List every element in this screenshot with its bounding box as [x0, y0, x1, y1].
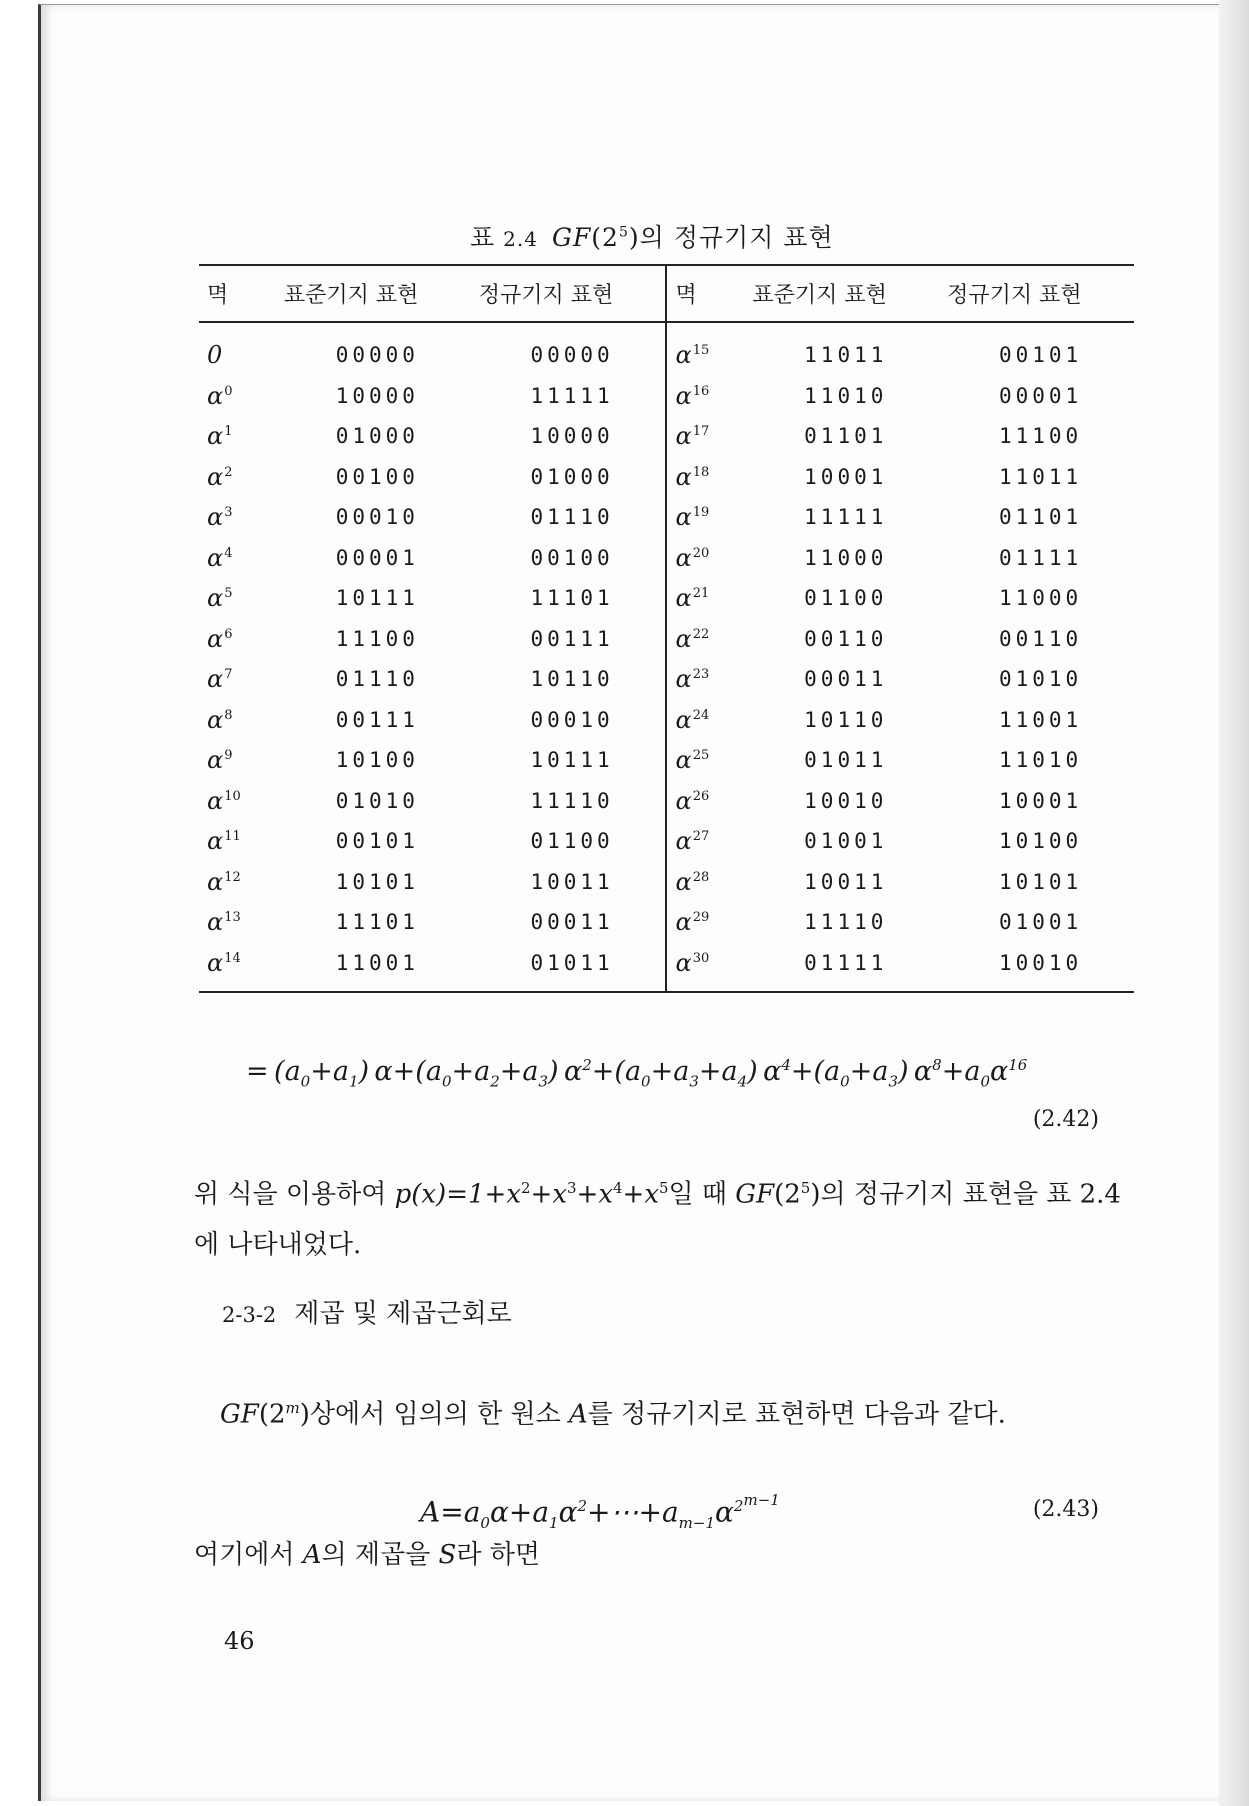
standard-cell-left: 01010 [335, 788, 419, 813]
normal-cell-right: 11011 [998, 464, 1083, 489]
standard-cell-right: 10110 [804, 707, 888, 732]
standard-cell-left: 00100 [335, 464, 419, 489]
table-row [199, 821, 1134, 862]
table-row [199, 376, 1134, 417]
standard-cell-left: 10100 [335, 748, 419, 773]
power-cell-right: $\alpha^{16}$ [666, 376, 744, 417]
normal-cell-right: 10101 [998, 869, 1083, 894]
table-row [199, 862, 1134, 903]
normal-cell-left: 00111 [530, 626, 614, 651]
paragraph-element-representation: GF(2$^m$)상에서 임의의 한 원소 A를 정규기지로 표현하면 다음과 같다. [220, 1399, 1006, 1430]
normal-cell-right: 11001 [998, 707, 1083, 732]
power-cell-left: $\alpha^1$ [207, 422, 233, 451]
paragraph-table-reference: 위 식을 이용하여 $p(x)=1+x^2+x^3+x^4+x^5$일 때 $GF(2^5)$의 정규기지 표현을 표 2.4에 나타내었다. [194, 1179, 1121, 1260]
normal-cell-right: 11000 [998, 586, 1083, 611]
header-normal-left: 정규기지 표현 [471, 265, 667, 322]
normal-cell-left: 11101 [530, 586, 614, 611]
gf-basis-table [199, 264, 1134, 993]
standard-cell-left: 10111 [335, 586, 419, 611]
power-cell-right: $\alpha^{19}$ [666, 497, 744, 538]
standard-cell-left: 01110 [335, 667, 419, 692]
power-cell-left: $\alpha^{13}$ [207, 908, 241, 937]
normal-cell-right: 00101 [998, 343, 1083, 368]
standard-cell-left: 00111 [335, 707, 419, 732]
equation-2-42: = $(a_0+a_1)$ $\alpha+(a_0+a_2+a_3)$ $\alpha^2+(a_0+a_3+a_4)$ $\alpha^4+(a_0+a_3)$ $\alpha^8+a_0\alpha^{16}$ [246, 1056, 1028, 1091]
power-cell-right: $\alpha^{28}$ [666, 862, 744, 903]
normal-cell-right: 01111 [998, 545, 1083, 570]
header-standard-left: 표준기지 표현 [276, 265, 471, 322]
power-cell-right: $\alpha^{25}$ [666, 740, 744, 781]
normal-cell-left: 00011 [530, 910, 614, 935]
standard-cell-left: 10000 [335, 383, 419, 408]
standard-cell-left: 11001 [276, 943, 471, 993]
table-row [199, 781, 1134, 822]
normal-cell-right: 00001 [998, 383, 1083, 408]
power-cell-left: $\alpha^{10}$ [207, 786, 241, 815]
standard-cell-right: 00011 [804, 667, 888, 692]
normal-cell-left: 00000 [530, 343, 614, 368]
power-cell-right: $\alpha^{15}$ [666, 322, 744, 376]
power-cell-left: $\alpha^4$ [207, 543, 233, 572]
standard-cell-left: 00010 [335, 505, 419, 530]
table-row [199, 416, 1134, 457]
standard-cell-left: 10101 [335, 869, 419, 894]
power-cell-right: $\alpha^{24}$ [666, 700, 744, 741]
section-heading: 2-3-2 제곱 및 제곱근회로 [222, 1299, 512, 1329]
normal-cell-left: 10000 [530, 424, 614, 449]
normal-cell-right: 10001 [998, 788, 1083, 813]
power-cell-left: $\alpha^{11}$ [207, 827, 241, 856]
standard-cell-left: 01000 [335, 424, 419, 449]
normal-cell-left: 01000 [530, 464, 614, 489]
header-standard-right: 표준기지 표현 [744, 265, 939, 322]
normal-cell-left: 10110 [530, 667, 614, 692]
equation-number-2-42: (2.42) [1032, 1107, 1099, 1132]
normal-cell-right: 11010 [998, 748, 1083, 773]
power-cell-right: $\alpha^{23}$ [666, 659, 744, 700]
standard-cell-right: 10010 [804, 788, 888, 813]
normal-cell-right: 11100 [998, 424, 1083, 449]
standard-cell-left: 11100 [335, 626, 419, 651]
table-body [199, 322, 1134, 992]
normal-cell-left: 11110 [530, 788, 614, 813]
table-row [199, 538, 1134, 579]
standard-cell-right: 00110 [804, 626, 888, 651]
standard-cell-right: 11011 [804, 343, 888, 368]
power-cell-left: $\alpha^{14}$ [199, 943, 276, 993]
power-cell-left: $\alpha^{12}$ [207, 867, 241, 896]
power-cell-left: $\alpha^7$ [207, 665, 233, 694]
standard-cell-right: 01101 [804, 424, 888, 449]
normal-cell-right: 01101 [998, 505, 1083, 530]
standard-cell-left: 00101 [335, 829, 419, 854]
standard-cell-left: 00001 [335, 545, 419, 570]
table-row [199, 659, 1134, 700]
table-row [199, 322, 1134, 376]
table-row [199, 902, 1134, 943]
power-cell-right: $\alpha^{20}$ [666, 538, 744, 579]
standard-cell-right: 01001 [804, 829, 888, 854]
normal-cell-left: 01100 [530, 829, 614, 854]
normal-cell-right: 01010 [998, 667, 1083, 692]
power-cell-right: $\alpha^{29}$ [666, 902, 744, 943]
normal-cell-right: 00110 [998, 626, 1083, 651]
table-row [199, 619, 1134, 660]
normal-cell-right: 10100 [998, 829, 1083, 854]
power-cell-left: 0 [207, 341, 223, 370]
standard-cell-right: 10001 [804, 464, 888, 489]
normal-cell-left: 01011 [471, 943, 667, 993]
header-power-right: 멱 [666, 265, 744, 322]
standard-cell-right: 01111 [744, 943, 939, 993]
power-cell-left: $\alpha^8$ [207, 705, 233, 734]
normal-cell-left: 00100 [530, 545, 614, 570]
table-row [199, 457, 1134, 498]
table-row [199, 700, 1134, 741]
table-row [199, 740, 1134, 781]
header-power-left: 멱 [199, 265, 276, 322]
power-cell-right: $\alpha^{26}$ [666, 781, 744, 822]
power-cell-left: $\alpha^0$ [207, 381, 233, 410]
table-row [199, 497, 1134, 538]
standard-cell-right: 01100 [804, 586, 888, 611]
standard-cell-left: 00000 [335, 343, 419, 368]
power-cell-right: $\alpha^{22}$ [666, 619, 744, 660]
normal-cell-left: 10111 [530, 748, 614, 773]
page-edge-shadow [1219, 0, 1249, 1806]
standard-cell-right: 10011 [804, 869, 888, 894]
normal-cell-right: 10010 [939, 943, 1134, 993]
page-number: 46 [224, 1627, 255, 1655]
normal-cell-left: 00010 [530, 707, 614, 732]
standard-cell-left: 11101 [335, 910, 419, 935]
power-cell-left: $\alpha^9$ [207, 746, 233, 775]
normal-cell-right: 01001 [998, 910, 1083, 935]
standard-cell-right: 11000 [804, 545, 888, 570]
table-caption: 표 2.4 $GF(2^5)$의 정규기지 표현 [470, 223, 834, 252]
power-cell-right: $\alpha^{18}$ [666, 457, 744, 498]
power-cell-left: $\alpha^5$ [207, 584, 233, 613]
standard-cell-right: 11110 [804, 910, 888, 935]
table-header-row [199, 265, 1134, 322]
power-cell-right: $\alpha^{30}$ [666, 943, 744, 993]
power-cell-right: $\alpha^{27}$ [666, 821, 744, 862]
header-normal-right: 정규기지 표현 [939, 265, 1134, 322]
power-cell-left: $\alpha^6$ [207, 624, 233, 653]
normal-cell-left: 01110 [530, 505, 614, 530]
paragraph-square-definition: 여기에서 A의 제곱을 S라 하면 [194, 1540, 540, 1570]
normal-cell-left: 10011 [530, 869, 614, 894]
table-row [199, 943, 1134, 993]
power-cell-left: $\alpha^2$ [207, 462, 233, 491]
standard-cell-right: 11010 [804, 383, 888, 408]
power-cell-left: $\alpha^3$ [207, 503, 233, 532]
power-cell-right: $\alpha^{21}$ [666, 578, 744, 619]
equation-2-43: $A=a_0\alpha+a_1\alpha^2+\cdots+a_{m-1}\alpha^{2^{m-1}}$ [420, 1491, 780, 1532]
table-row [199, 578, 1134, 619]
standard-cell-right: 11111 [804, 505, 888, 530]
normal-cell-left: 11111 [530, 383, 614, 408]
standard-cell-right: 01011 [804, 748, 888, 773]
power-cell-right: $\alpha^{17}$ [666, 416, 744, 457]
equation-number-2-43: (2.43) [1032, 1497, 1099, 1522]
